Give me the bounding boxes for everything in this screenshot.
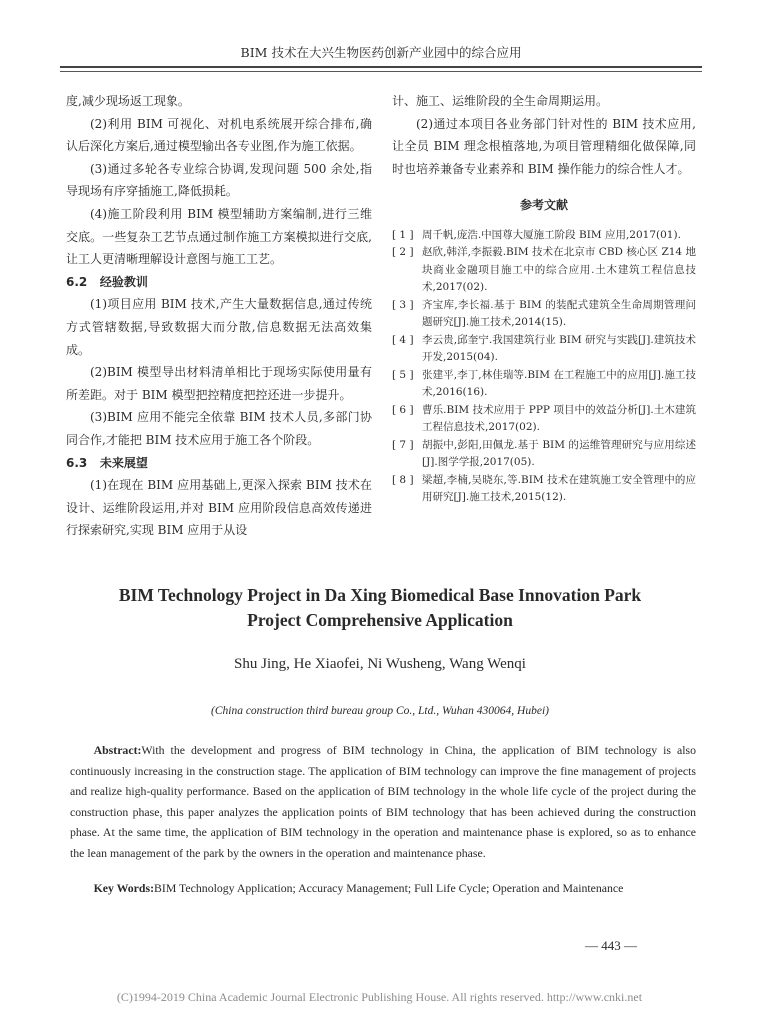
section-heading-6-3 [66,452,372,475]
reference-item [392,367,696,402]
english-authors: Shu Jing, He Xiaofei, Ni Wusheng, Wang Wenqi [234,656,526,672]
section-title: 经验教训 [99,274,148,289]
reference-text: 胡振中,彭阳,田佩龙.基于 BIM 的运维管理研究与应用综述[J].图学学报,2017(05). [422,438,696,469]
english-keywords [70,878,696,899]
reference-item [392,472,696,507]
reference-number: [ 7 ] [392,438,414,451]
english-affiliation: (China construction third bureau group Co., Ltd., Wuhan 430064, Hubei) [211,705,549,717]
reference-text: 李云贵,邱奎宁.我国建筑行业 BIM 研究与实践[J].建筑技术开发,2015(04). [422,333,696,364]
reference-item [392,227,696,245]
reference-text: 曹乐.BIM 技术应用于 PPP 项目中的效益分析[J].土木建筑工程信息技术,2017(02). [422,403,696,434]
reference-text: 赵欣,韩洋,李振毅.BIM 技术在北京市 CBD 核心区 Z14 地块商业金融项目施工中的综合应用.土木建筑工程信息技术,2017(02). [422,246,696,294]
section-title: 未来展望 [99,455,148,470]
reference-number: [ 1 ] [392,228,414,241]
left-paragraph: (2)BIM 模型导出材料清单相比于现场实际使用量有所差距。对于 BIM 模型把控精度把控还进一步提升。 [66,365,372,402]
english-title-line: Project Comprehensive Application [247,610,513,630]
reference-number: [ 6 ] [392,403,414,416]
reference-item [392,332,696,367]
references-heading: 参考文献 [519,198,568,213]
running-header [60,44,702,68]
section-heading-6-2 [66,271,372,294]
reference-item [392,297,696,332]
abstract-label: Abstract: [93,743,142,757]
section-number: 6.2 [66,274,88,289]
english-abstract [70,740,696,863]
reference-item [392,402,696,437]
left-paragraph: (2)利用 BIM 可视化、对机电系统展开综合排布,确认后深化方案后,通过模型输出各专业图,作为施工依据。 [66,116,372,154]
reference-number: [ 4 ] [392,333,414,346]
left-paragraph: (1)在现在 BIM 应用基础上,更深入探索 BIM 技术在设计、运维阶段运用,并对 BIM 应用阶段信息高效传递进行探索研究,实现 BIM 应用于从设 [66,478,372,538]
left-paragraph: (1)项目应用 BIM 技术,产生大量数据信息,通过传统方式管辖数据,导致数据大而分散,信息数据无法高效集成。 [66,297,372,357]
right-paragraph: (2)通过本项目各业务部门针对性的 BIM 技术应用,让全员 BIM 理念根植落地,为项目管理精细化做保障,同时也培养兼备专业素养和 BIM 操作能力的综合性人才。 [392,116,696,176]
right-column [392,90,696,507]
reference-text: 梁超,李楠,吴晓东,等.BIM 技术在建筑施工安全管理中的应用研究[J].施工技术,2015(12). [422,473,696,504]
reference-number: [ 8 ] [392,473,414,486]
english-title [40,583,720,633]
reference-list [392,227,696,507]
right-paragraph: 计、施工、运维阶段的全生命周期运用。 [392,94,609,108]
page-number: — 443 — [585,938,637,953]
reference-text: 齐宝库,李长福.基于 BIM 的装配式建筑全生命周期管理问题研究[J].施工技术,2014(15). [422,298,696,329]
reference-number: [ 3 ] [392,298,414,311]
reference-number: [ 2 ] [392,246,414,259]
copyright-footer: (C)1994-2019 China Academic Journal Electronic Publishing House. All rights reserved. http://www.cnki.net [116,990,643,1004]
left-paragraph: (3)通过多轮各专业综合协调,发现问题 500 余处,指导现场有序穿插施工,降低损耗。 [66,161,372,199]
reference-text: 周千帆,庞浩.中国尊大厦施工阶段 BIM 应用,2017(01). [422,228,681,241]
section-number: 6.3 [66,455,88,470]
left-column [66,90,372,542]
header-rule [60,71,702,72]
left-paragraph: 度,减少现场返工现象。 [66,94,190,108]
running-title: BIM 技术在大兴生物医药创新产业园中的综合应用 [240,45,522,60]
reference-item [392,437,696,472]
left-paragraph: (3)BIM 应用不能完全依靠 BIM 技术人员,多部门协同合作,才能把 BIM 技术应用于施工各个阶段。 [66,410,372,447]
reference-text: 张建平,李丁,林佳瑞等.BIM 在工程施工中的应用[J].施工技术,2016(16). [422,368,696,399]
keywords-text: BIM Technology Application; Accuracy Management; Full Life Cycle; Operation and Maintenance [154,881,624,895]
reference-item [392,244,696,297]
abstract-text: With the development and progress of BIM technology in China, the application of BIM technology is also continuously increasing in the construction stage. The application of BIM technology can improve the fine management of projects and realize high-quality performance. Based on the application of BIM technology in the whole life cycle of the project during the construction phase, this paper analyzes the application points of BIM technology that has been achieved during the construction phase. At the same time, the application of BIM technology in the operation and maintenance phase is explored, so as to enhance the lean management of the park by the owners in the operation and maintenance phase. [70,743,696,860]
left-paragraph: (4)施工阶段利用 BIM 模型辅助方案编制,进行三维交底。一些复杂工艺节点通过制作施工方案模拟进行交底,让工人更清晰理解设计意图与施工工艺。 [66,206,372,267]
reference-number: [ 5 ] [392,368,414,381]
keywords-label: Key Words: [93,881,155,895]
english-title-line: BIM Technology Project in Da Xing Biomedical Base Innovation Park [118,585,642,605]
